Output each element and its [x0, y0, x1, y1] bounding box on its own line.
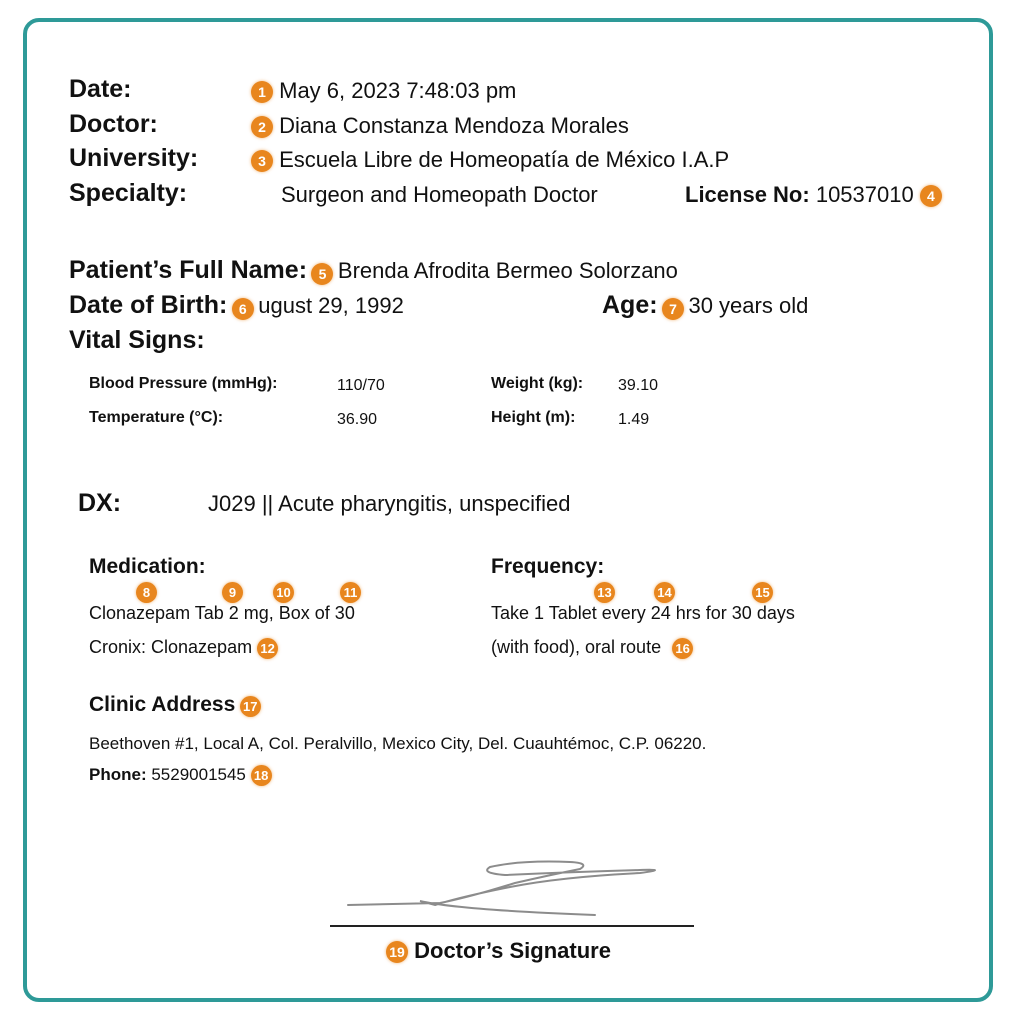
annotation-badge-16: 16: [672, 638, 693, 659]
dob-value: ugust 29, 1992: [258, 293, 404, 318]
patient-name-label: Patient’s Full Name:: [69, 256, 308, 284]
date-label: Date:: [69, 75, 132, 103]
medication-line-2-row: [89, 637, 278, 659]
blood-pressure-value: 110/70: [337, 377, 385, 394]
vital-signs-title: Vital Signs:: [69, 326, 205, 354]
annotation-badge-17: 17: [240, 696, 261, 717]
signature-label-row: [386, 938, 611, 964]
date-value: May 6, 2023 7:48:03 pm: [279, 78, 517, 103]
signature-line: [330, 925, 694, 927]
annotation-badge-18: 18: [251, 765, 272, 786]
annotation-badge-3: 3: [251, 150, 273, 172]
weight-value: 39.10: [618, 377, 659, 394]
medication-line-1: Clonazepam Tab 2 mg, Box of 30: [89, 603, 355, 623]
patient-name-row: [69, 256, 678, 285]
height-label: Height (m):: [491, 409, 576, 426]
diagnosis-label: DX:: [78, 489, 122, 517]
blood-pressure-label: Blood Pressure (mmHg):: [89, 375, 278, 392]
license-row: [685, 182, 942, 208]
specialty-value: Surgeon and Homeopath Doctor: [281, 182, 598, 207]
age-label: Age:: [602, 291, 658, 319]
clinic-title: Clinic Address: [89, 693, 236, 716]
medication-title: Medication:: [89, 555, 206, 578]
university-value: Escuela Libre de Homeopatía de México I.A.P: [279, 147, 730, 172]
annotation-badge-10: 10: [273, 582, 294, 603]
license-value: 10537010: [815, 182, 914, 207]
dob-label: Date of Birth:: [69, 291, 228, 319]
specialty-label: Specialty:: [69, 179, 188, 207]
dob-row: [69, 291, 404, 320]
doctor-row: [251, 113, 629, 139]
frequency-title: Frequency:: [491, 555, 605, 578]
signature-label: Doctor’s Signature: [414, 938, 611, 963]
annotation-badge-14: 14: [654, 582, 675, 603]
height-value: 1.49: [618, 411, 650, 428]
annotation-badge-15: 15: [752, 582, 773, 603]
age-value: 30 years old: [688, 293, 809, 318]
annotation-badge-8: 8: [136, 582, 157, 603]
age-row: [602, 291, 808, 320]
clinic-title-row: [89, 693, 261, 717]
frequency-line-2-row: [491, 637, 693, 659]
annotation-badge-12: 12: [257, 638, 278, 659]
annotation-badge-19: 19: [386, 941, 408, 963]
clinic-address: Beethoven #1, Local A, Col. Peralvillo, Mexico City, Del. Cuauhtémoc, C.P. 06220.: [89, 734, 707, 753]
signature-scribble-icon: [340, 855, 700, 925]
phone-label: Phone:: [89, 765, 147, 784]
clinic-phone-row: [89, 765, 272, 786]
temperature-label: Temperature (°C):: [89, 409, 224, 426]
annotation-badge-11: 11: [340, 582, 361, 603]
annotation-badge-6: 6: [232, 298, 254, 320]
weight-label: Weight (kg):: [491, 375, 584, 392]
phone-value: 5529001545: [151, 765, 246, 784]
annotation-badge-7: 7: [662, 298, 684, 320]
date-row: [251, 78, 516, 104]
annotation-badge-13: 13: [594, 582, 615, 603]
annotation-badge-4: 4: [920, 185, 942, 207]
annotation-badge-9: 9: [222, 582, 243, 603]
university-row: [251, 147, 729, 173]
temperature-value: 36.90: [337, 411, 378, 428]
doctor-label: Doctor:: [69, 110, 158, 138]
annotation-badge-1: 1: [251, 81, 273, 103]
frequency-line-1: Take 1 Tablet every 24 hrs for 30 days: [491, 603, 795, 623]
annotation-badge-2: 2: [251, 116, 273, 138]
frequency-line-2: (with food), oral route: [491, 637, 662, 657]
diagnosis-value: J029 || Acute pharyngitis, unspecified: [208, 491, 571, 516]
doctor-value: Diana Constanza Mendoza Morales: [279, 113, 629, 138]
license-label: License No:: [685, 182, 810, 207]
annotation-badge-5: 5: [311, 263, 333, 285]
medication-line-2: Cronix: Clonazepam: [89, 637, 253, 657]
patient-name-value: Brenda Afrodita Bermeo Solorzano: [337, 258, 678, 283]
university-label: University:: [69, 144, 199, 172]
